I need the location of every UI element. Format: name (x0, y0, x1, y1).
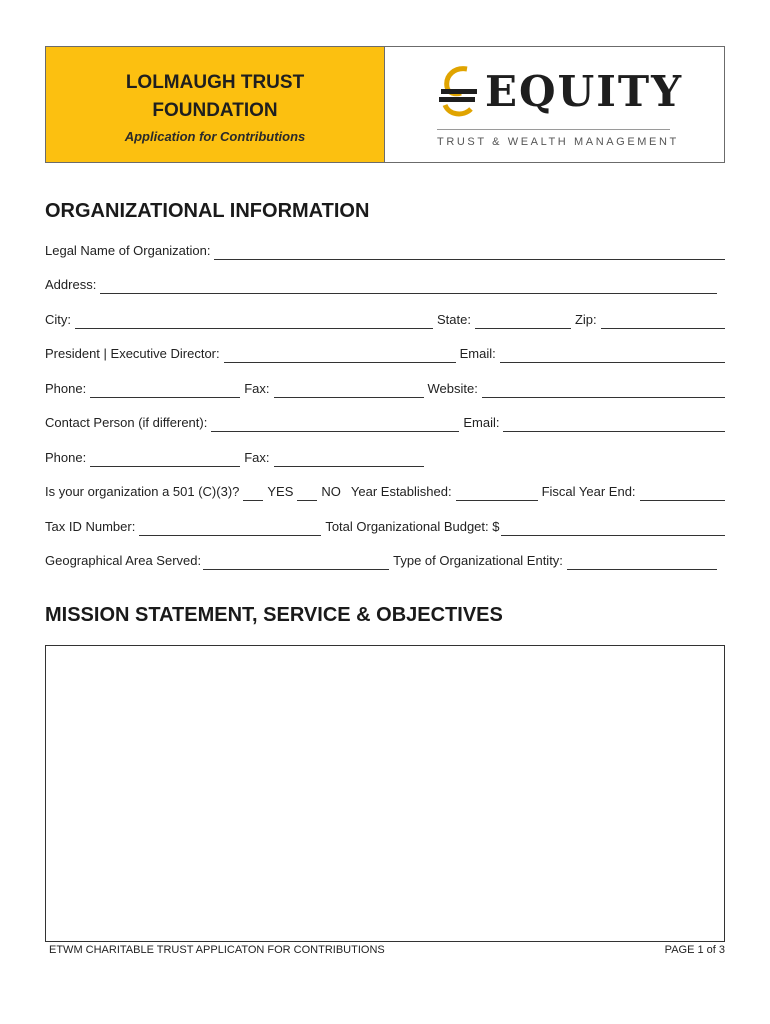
geo-row (45, 550, 725, 570)
website-label: Website: (427, 381, 478, 396)
phone-label: Phone: (45, 381, 87, 396)
phone-field[interactable] (90, 383, 240, 398)
phone-row (45, 378, 725, 398)
tax-id-field[interactable] (139, 521, 321, 536)
fax-field[interactable] (274, 383, 424, 398)
contact-email-field[interactable] (503, 417, 725, 432)
contact-person-label: Contact Person (if different): (45, 415, 208, 430)
yes-field[interactable] (243, 486, 263, 501)
legal-name-field[interactable] (214, 245, 725, 260)
logo-wordmark: EQUITY (485, 67, 684, 116)
entity-type-label: Type of Organizational Entity: (393, 553, 563, 568)
logo-tagline: TRUST & WEALTH MANAGEMENT (437, 136, 679, 148)
fiscal-year-end-field[interactable] (640, 486, 725, 501)
equity-logo (385, 47, 724, 162)
address-field[interactable] (100, 279, 717, 294)
city-label: City: (45, 312, 71, 327)
section-title-mission-statement: MISSION STATEMENT, SERVICE & OBJECTIVES (45, 604, 503, 626)
header-banner (45, 46, 725, 163)
footer-form-title: ETWM CHARITABLE TRUST APPLICATON FOR CONTRIBUTIONS (49, 944, 385, 956)
application-subtitle: Application for Contributions (124, 129, 306, 144)
footer-page-number: PAGE 1 of 3 (664, 944, 725, 956)
fiscal-year-end-label: Fiscal Year End: (541, 484, 636, 499)
email-field[interactable] (500, 348, 725, 363)
year-established-field[interactable] (456, 486, 538, 501)
org-name: LOLMAUGH TRUST FOUNDATION (125, 72, 305, 121)
contact-phone-label: Phone: (45, 450, 87, 465)
fax-label: Fax: (244, 381, 270, 396)
city-field[interactable] (75, 314, 433, 329)
legal-name-row (45, 240, 725, 260)
state-label: State: (437, 312, 471, 327)
website-field[interactable] (482, 383, 725, 398)
no-field[interactable] (297, 486, 317, 501)
contact-person-field[interactable] (211, 417, 459, 432)
tax-id-label: Tax ID Number: (45, 519, 136, 534)
contact-phone-row (45, 447, 725, 467)
city-row (45, 309, 725, 329)
contact-phone-field[interactable] (90, 452, 240, 467)
president-field[interactable] (224, 348, 456, 363)
501c3-row (45, 481, 725, 501)
legal-name-label: Legal Name of Organization: (45, 243, 211, 258)
contact-row (45, 412, 725, 432)
mission-statement-textbox[interactable] (45, 645, 725, 942)
tax-id-row (45, 516, 725, 536)
yes-label: YES (267, 484, 294, 499)
president-label: President | Executive Director: (45, 346, 220, 361)
president-row (45, 343, 725, 363)
state-field[interactable] (475, 314, 571, 329)
zip-label: Zip: (574, 312, 597, 327)
no-label: NO (321, 484, 341, 499)
budget-label: Total Organizational Budget: $ (325, 519, 500, 534)
contact-fax-field[interactable] (274, 452, 424, 467)
budget-field[interactable] (501, 521, 725, 536)
geo-area-label: Geographical Area Served: (45, 553, 202, 568)
contact-fax-label: Fax: (244, 450, 270, 465)
address-label: Address: (45, 277, 97, 292)
geo-area-field[interactable] (203, 555, 389, 570)
contact-email-label: Email: (463, 415, 500, 430)
501c3-question-label: Is your organization a 501 (C)(3)? (45, 484, 240, 499)
entity-type-field[interactable] (567, 555, 717, 570)
email-label: Email: (459, 346, 496, 361)
equity-logo-mark-icon (437, 65, 481, 119)
zip-field[interactable] (601, 314, 725, 329)
org-title-block (46, 47, 385, 162)
address-row (45, 274, 725, 294)
year-established-label: Year Established: (350, 484, 452, 499)
section-title-organizational-information: ORGANIZATIONAL INFORMATION (45, 200, 370, 222)
logo-divider (437, 129, 670, 130)
